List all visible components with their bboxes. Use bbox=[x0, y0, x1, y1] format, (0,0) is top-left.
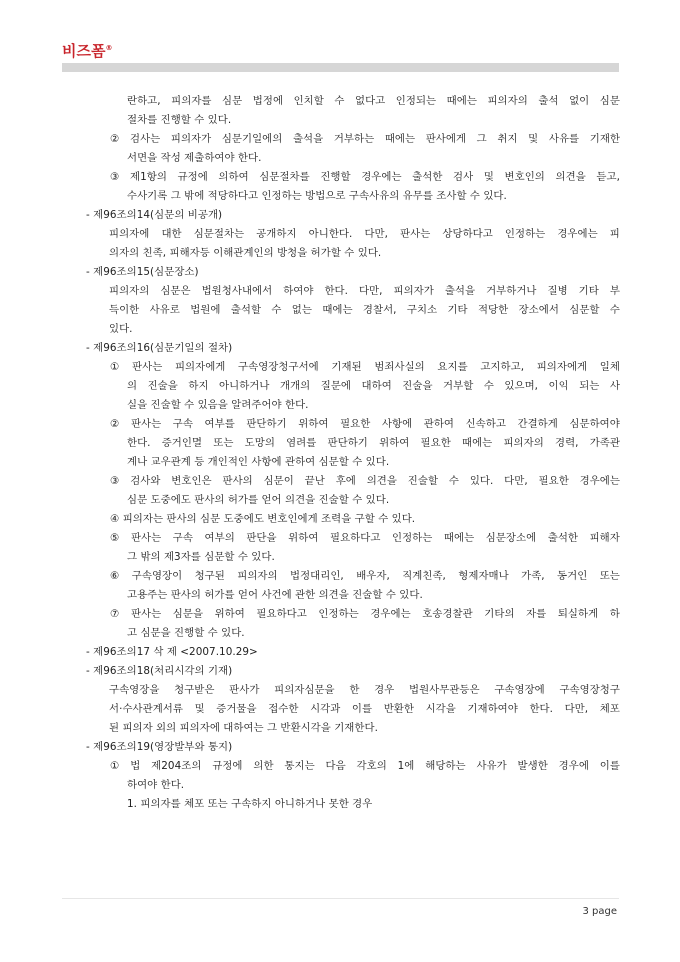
text-line: ② 판사는 구속 여부를 판단하기 위하여 필요한 사항에 관하여 신속하고 간결하게 심문하여야 bbox=[110, 418, 620, 430]
text-line: - 제96조의16(심문기일의 절차) bbox=[86, 342, 233, 354]
page-number: 3 page bbox=[582, 906, 617, 917]
text-line: - 제96조의15(심문장소) bbox=[86, 266, 199, 278]
header-bar bbox=[62, 63, 619, 72]
registered-mark: ® bbox=[105, 44, 113, 52]
footer-divider bbox=[62, 898, 619, 899]
text-line: 그 밖의 제3자를 심문할 수 있다. bbox=[127, 551, 275, 563]
text-line: 있다. bbox=[109, 323, 133, 335]
text-line: 된 피의자 외의 피의자에 대하여는 그 반환시각을 기재한다. bbox=[109, 722, 378, 734]
text-line: - 제96조의19(영장발부와 통지) bbox=[86, 741, 233, 753]
bizform-logo bbox=[62, 40, 112, 61]
text-line: - 제96조의17 삭 제 <2007.10.29> bbox=[86, 646, 258, 658]
text-line: ② 검사는 피의자가 심문기일에의 출석을 거부하는 때에는 판사에게 그 취지 및 사유를 기재한 bbox=[110, 133, 620, 145]
text-line: 피의자에 대한 심문절차는 공개하지 아니한다. 다만, 판사는 상당하다고 인정하는 경우에는 피 bbox=[109, 228, 620, 240]
text-line: 피의자의 심문은 법원청사내에서 하여야 한다. 다만, 피의자가 출석을 거부하거나 질병 기타 부 bbox=[109, 285, 620, 297]
text-line: ⑤ 판사는 구속 여부의 판단을 위하여 필요하다고 인정하는 때에는 심문장소에 출석한 피해자 bbox=[110, 532, 620, 544]
text-line: 서면을 작성 제출하여야 한다. bbox=[127, 152, 262, 164]
text-line: - 제96조의18(처리시각의 기재) bbox=[86, 665, 233, 677]
text-line: 란하고, 피의자를 심문 법정에 인치할 수 없다고 인정되는 때에는 피의자의 출석 없이 심문 bbox=[127, 95, 620, 107]
text-line: ⑥ 구속영장이 청구된 피의자의 법정대리인, 배우자, 직계친족, 형제자매나 가족, 동거인 또는 bbox=[110, 570, 620, 582]
text-line: ④ 피의자는 판사의 심문 도중에도 변호인에게 조력을 구할 수 있다. bbox=[110, 513, 416, 525]
text-line: 1. 피의자를 체포 또는 구속하지 아니하거나 못한 경우 bbox=[127, 798, 373, 810]
text-line: ① 법 제204조의 규정에 의한 통지는 다음 각호의 1에 해당하는 사유가 발생한 경우에 이를 bbox=[110, 760, 620, 772]
text-line: 계나 교우관계 등 개인적인 사항에 관하여 심문할 수 있다. bbox=[127, 456, 390, 468]
text-line: 의 진술을 하지 아니하거나 개개의 질문에 대하여 진술을 거부할 수 있으며, 이익 되는 사 bbox=[127, 380, 620, 392]
text-line: 절차를 진행할 수 있다. bbox=[127, 114, 232, 126]
text-line: 한다. 증거인멸 또는 도망의 염려를 판단하기 위하여 필요한 때에는 피의자의 경력, 가족관 bbox=[127, 437, 620, 449]
text-line: ③ 제1항의 규정에 의하여 심문절차를 진행할 경우에는 출석한 검사 및 변호인의 의견을 듣고, bbox=[110, 171, 620, 183]
document-body bbox=[86, 92, 620, 814]
text-line: 서·수사관계서류 및 증거물을 접수한 시각과 이를 반환한 시각을 기재하여야 한다. 다만, 체포 bbox=[109, 703, 620, 715]
text-line: ③ 검사와 변호인은 판사의 심문이 끝난 후에 의견을 진술할 수 있다. 다만, 필요한 경우에는 bbox=[110, 475, 620, 487]
text-line: 의자의 친족, 피해자등 이해관계인의 방청을 허가할 수 있다. bbox=[109, 247, 382, 259]
text-line: 득이한 사유로 법원에 출석할 수 없는 때에는 경찰서, 구치소 기타 적당한 장소에서 심문할 수 bbox=[109, 304, 620, 316]
text-line: 하여야 한다. bbox=[127, 779, 185, 791]
text-line: 심문 도중에도 판사의 허가를 얻어 의견을 진술할 수 있다. bbox=[127, 494, 390, 506]
text-line: 구속영장을 청구받은 판사가 피의자심문을 한 경우 법원사무관등은 구속영장에 구속영장청구 bbox=[109, 684, 620, 696]
text-line: 수사기록 그 밖에 적당하다고 인정하는 방법으로 구속사유의 유무를 조사할 수 있다. bbox=[127, 190, 507, 202]
text-line: 고 심문을 진행할 수 있다. bbox=[127, 627, 245, 639]
text-line: - 제96조의14(심문의 비공개) bbox=[86, 209, 223, 221]
logo-text: 비즈폼 bbox=[62, 42, 106, 60]
text-line: ⑦ 판사는 심문을 위하여 필요하다고 인정하는 경우에는 호송경찰관 기타의 자를 퇴실하게 하 bbox=[110, 608, 620, 620]
text-line: 실을 진술할 수 있음을 알려주어야 한다. bbox=[127, 399, 309, 411]
text-line: 고용주는 판사의 허가를 얻어 사건에 관한 의견을 진술할 수 있다. bbox=[127, 589, 423, 601]
text-line: ① 판사는 피의자에게 구속영장청구서에 기재된 범죄사실의 요지를 고지하고, 피의자에게 일체 bbox=[110, 361, 620, 373]
